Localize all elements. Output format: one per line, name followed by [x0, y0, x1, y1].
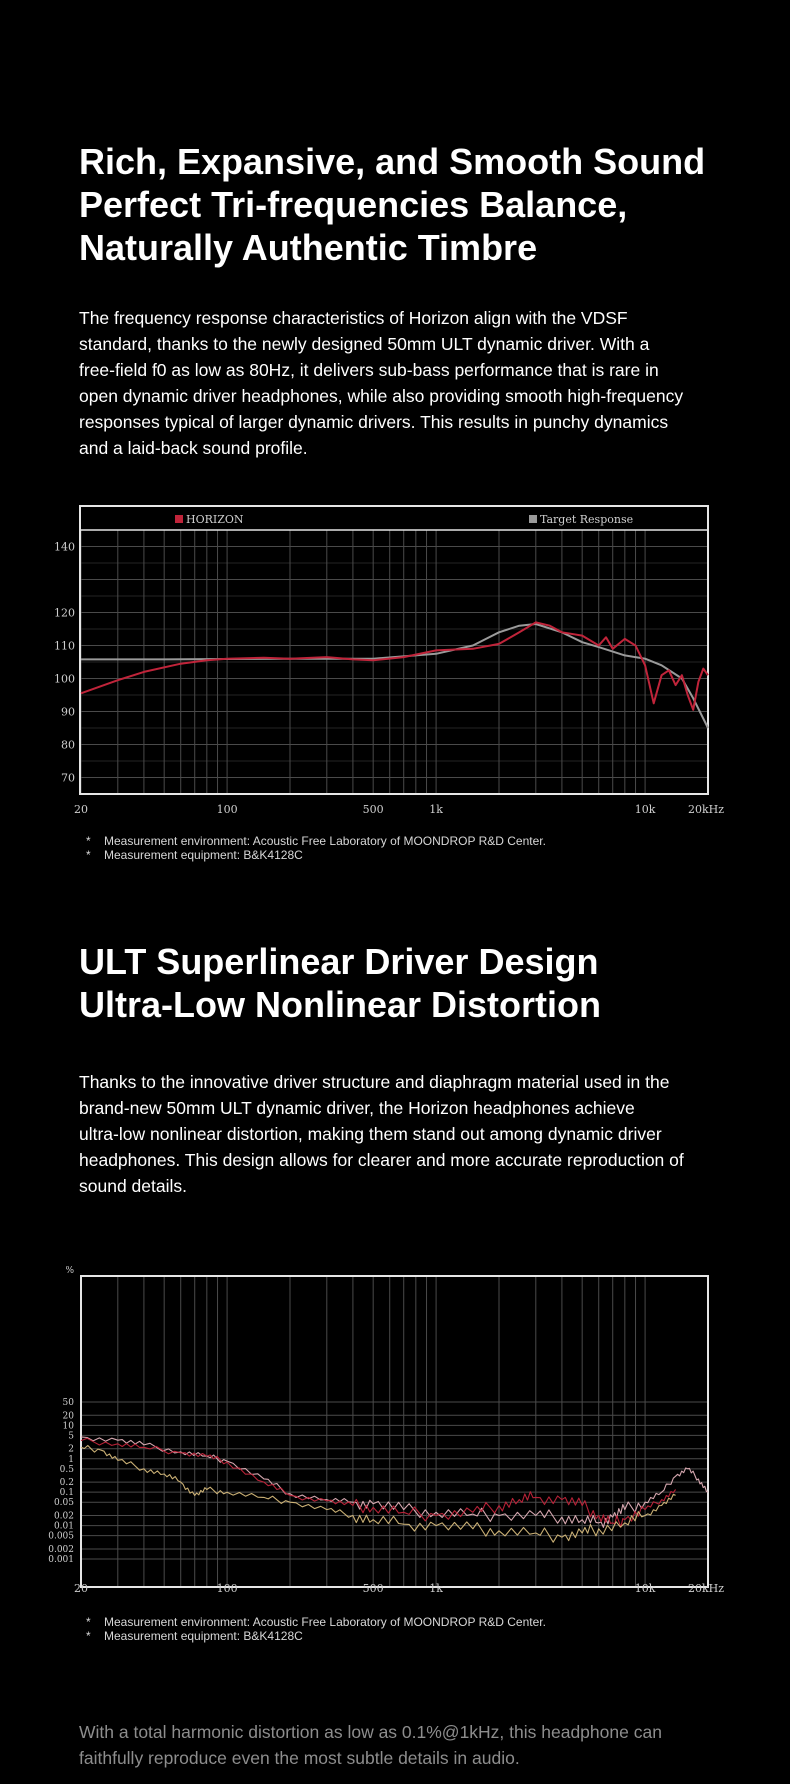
- y-tick-label: 20: [62, 1411, 74, 1422]
- chart-frame: [80, 506, 708, 794]
- x-tick-label: 500: [362, 1582, 384, 1595]
- section1-body-line: The frequency response characteristics of Horizon align with the VDSF: [79, 308, 628, 328]
- section2-heading: [79, 940, 601, 1026]
- note-equipment: * Measurement equipment: B&K4128C: [86, 848, 303, 862]
- y-tick-label: 140: [54, 540, 75, 554]
- legend-label-horizon: HORIZON: [186, 513, 244, 526]
- note-equipment: * Measurement equipment: B&K4128C: [86, 1629, 303, 1643]
- note-environment: * Measurement environment: Acoustic Free Laboratory of MOONDROP R&D Center.: [86, 834, 546, 848]
- x-tick-label: 20: [74, 803, 88, 816]
- series-target-line: [81, 624, 708, 728]
- section1-heading-line-1: Rich, Expansive, and Smooth Sound: [79, 141, 706, 182]
- y-tick-label: 0.1: [59, 1488, 74, 1499]
- y-tick-label: 2: [68, 1444, 74, 1455]
- y-tick-label: 10: [62, 1421, 74, 1432]
- x-tick-label: 1k: [429, 803, 443, 816]
- section1-heading: [79, 140, 705, 269]
- section1-body-line: responses typical of larger dynamic drivers. This results in punchy dynamics: [79, 412, 669, 432]
- section2-body-line: Thanks to the innovative driver structure and diaphragm material used in the: [79, 1072, 670, 1092]
- section2-body-line: ultra-low nonlinear distortion, making them stand out among dynamic driver: [79, 1124, 662, 1144]
- y-tick-label: 0.02: [53, 1511, 74, 1522]
- section2-heading-line-2: Ultra-Low Nonlinear Distortion: [79, 984, 601, 1025]
- x-tick-label: 100: [216, 1582, 238, 1595]
- closing-line: faithfully reproduce even the most subtle details in audio.: [79, 1748, 520, 1768]
- y-tick-label: 0.001: [48, 1555, 74, 1565]
- y-tick-label: 1: [68, 1454, 74, 1465]
- x-tick-label: 10k: [634, 1582, 656, 1595]
- series-thd-gold-line: [81, 1446, 676, 1543]
- series-horizon-line: [81, 622, 708, 709]
- y-tick-label: 0.05: [53, 1498, 74, 1509]
- y-tick-label: 0.01: [53, 1521, 74, 1532]
- x-tick-label: 10k: [634, 803, 656, 816]
- section1-body: [79, 305, 719, 461]
- legend-swatch-target: [529, 515, 537, 523]
- legend-swatch-horizon: [175, 515, 183, 523]
- y-tick-label: 90: [61, 705, 75, 719]
- section1-body-line: free-field f0 as low as 80Hz, it delivers sub-bass performance that is rare in: [79, 360, 659, 380]
- y-tick-label: 50: [62, 1398, 74, 1408]
- section2-body-line: brand-new 50mm ULT dynamic driver, the Horizon headphones achieve: [79, 1098, 635, 1118]
- section2-heading-line-1: ULT Superlinear Driver Design: [79, 941, 599, 982]
- x-tick-label: 500: [362, 803, 384, 816]
- y-tick-label: 5: [68, 1431, 74, 1442]
- section2-notes: [86, 1615, 546, 1643]
- section1-body-line: and a laid-back sound profile.: [79, 438, 308, 458]
- y-tick-label: 0.2: [59, 1478, 74, 1489]
- y-tick-label: 0.002: [48, 1544, 74, 1555]
- distortion-chart: [0, 1265, 790, 1595]
- x-tick-label: 100: [216, 803, 238, 816]
- closing-text: [79, 1719, 662, 1771]
- section1-heading-line-2: Perfect Tri-frequencies Balance,: [79, 184, 628, 225]
- legend-label-target: Target Response: [540, 513, 634, 526]
- y-tick-label: 70: [61, 771, 75, 785]
- section2-body: [79, 1069, 719, 1199]
- y-tick-label: 0.5: [59, 1464, 74, 1475]
- section1-notes: [86, 834, 546, 862]
- y-tick-label: 110: [54, 639, 75, 653]
- section1-body-line: open dynamic driver headphones, while also providing smooth high-frequency: [79, 386, 684, 406]
- series-thd-red-line: [81, 1438, 676, 1527]
- y-tick-label: %: [65, 1266, 74, 1276]
- x-tick-label: 20: [74, 1582, 88, 1595]
- y-tick-label: 120: [54, 606, 75, 620]
- closing-line: With a total harmonic distortion as low as 0.1%@1kHz, this headphone can: [79, 1722, 662, 1742]
- chart-frame: [81, 1276, 708, 1587]
- y-tick-label: 100: [54, 672, 75, 686]
- y-tick-label: 0.005: [48, 1531, 74, 1542]
- x-tick-label: 1k: [429, 1582, 443, 1595]
- x-tick-label: 20kHz: [688, 803, 725, 816]
- section1-heading-line-3: Naturally Authentic Timbre: [79, 227, 538, 268]
- section2-body-line: sound details.: [79, 1176, 187, 1196]
- note-environment: * Measurement environment: Acoustic Free Laboratory of MOONDROP R&D Center.: [86, 1615, 546, 1629]
- section2-body-line: headphones. This design allows for clearer and more accurate reproduction of: [79, 1150, 684, 1170]
- y-tick-label: 80: [61, 738, 75, 752]
- frequency-response-chart: [0, 500, 790, 840]
- section1-body-line: standard, thanks to the newly designed 50mm ULT dynamic driver. With a: [79, 334, 650, 354]
- x-tick-label: 20kHz: [688, 1582, 725, 1595]
